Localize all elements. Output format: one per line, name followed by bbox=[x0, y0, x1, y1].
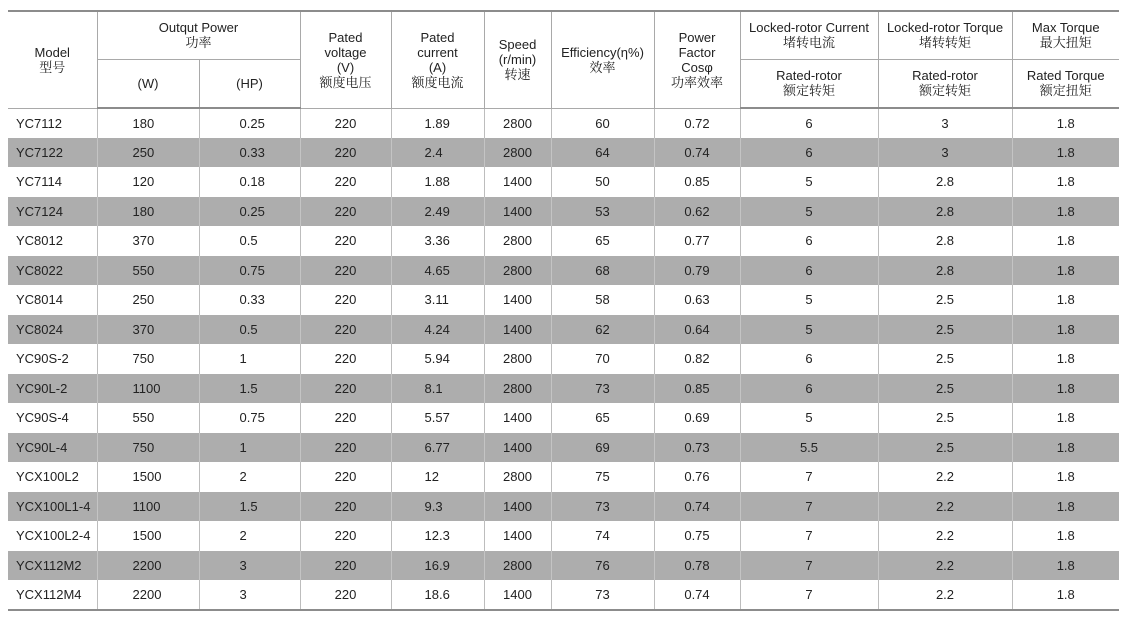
cell-max-torque: 1.8 bbox=[1012, 197, 1119, 227]
cell-voltage: 220 bbox=[300, 374, 391, 404]
cell-power-w: 1100 bbox=[97, 492, 199, 522]
cell-locked-current: 5 bbox=[740, 197, 878, 227]
cell-model: YCX100L2-4 bbox=[16, 528, 91, 544]
header-speed-l2: (r/min) bbox=[498, 52, 537, 68]
cell-efficiency: 62 bbox=[551, 315, 654, 345]
cell-voltage: 220 bbox=[300, 462, 391, 492]
cell-speed: 2800 bbox=[484, 138, 551, 168]
header-voltage-l1: Pated bbox=[328, 29, 363, 45]
cell-power-factor: 0.62 bbox=[654, 197, 740, 227]
cell-current: 12.3 bbox=[391, 521, 484, 551]
cell-current: 18.6 bbox=[391, 580, 484, 610]
table-row bbox=[8, 403, 1119, 433]
cell-locked-current: 5 bbox=[740, 167, 878, 197]
cell-max-torque: 1.8 bbox=[1012, 551, 1119, 581]
cell-power-w: 370 bbox=[97, 226, 199, 256]
header-locked-current bbox=[740, 11, 878, 59]
cell-power-w: 250 bbox=[97, 285, 199, 315]
cell-power-factor: 0.74 bbox=[654, 138, 740, 168]
header-locked-torque-sub bbox=[878, 59, 1012, 108]
cell-efficiency: 75 bbox=[551, 462, 654, 492]
cell-power-hp: 0.5 bbox=[199, 226, 300, 256]
table-row bbox=[8, 226, 1119, 256]
cell-power-factor: 0.74 bbox=[654, 492, 740, 522]
header-power-factor-l3: Cosφ bbox=[681, 59, 713, 75]
header-voltage-l3: (V) bbox=[336, 59, 355, 75]
header-max-torque-zh: 最大扭矩 bbox=[1039, 35, 1092, 51]
table-header bbox=[8, 11, 1119, 108]
cell-power-hp: 0.25 bbox=[199, 108, 300, 138]
cell-power-hp: 1 bbox=[199, 433, 300, 463]
cell-power-factor: 0.72 bbox=[654, 108, 740, 138]
header-model bbox=[8, 11, 97, 108]
cell-power-hp: 1 bbox=[199, 344, 300, 374]
header-current-zh: 额度电流 bbox=[411, 74, 464, 90]
cell-model: YC8024 bbox=[8, 315, 97, 345]
header-model-zh: 型号 bbox=[39, 59, 66, 75]
table-row bbox=[8, 167, 1119, 197]
cell-efficiency: 65 bbox=[551, 403, 654, 433]
table-row bbox=[8, 138, 1119, 168]
cell-voltage: 220 bbox=[300, 108, 391, 138]
cell-current: 2.49 bbox=[391, 197, 484, 227]
header-output-power-en: Outqut Power bbox=[158, 20, 239, 36]
cell-voltage: 220 bbox=[300, 285, 391, 315]
cell-voltage: 220 bbox=[300, 433, 391, 463]
cell-power-w: 2200 bbox=[97, 551, 199, 581]
cell-speed: 1400 bbox=[484, 580, 551, 610]
motor-spec-table bbox=[8, 10, 1119, 611]
header-voltage bbox=[300, 11, 391, 108]
header-locked-torque-sub-zh: 额定转矩 bbox=[918, 83, 971, 99]
cell-locked-current: 6 bbox=[740, 374, 878, 404]
cell-locked-torque: 2.2 bbox=[878, 521, 1012, 551]
cell-max-torque: 1.8 bbox=[1012, 521, 1119, 551]
cell-max-torque: 1.8 bbox=[1012, 167, 1119, 197]
header-model-en: Model bbox=[34, 44, 70, 60]
header-power-factor-zh: 功率效率 bbox=[670, 74, 723, 90]
cell-power-factor: 0.82 bbox=[654, 344, 740, 374]
cell-locked-torque: 2.5 bbox=[878, 403, 1012, 433]
cell-power-factor: 0.85 bbox=[654, 374, 740, 404]
cell-model: YC8012 bbox=[16, 233, 63, 249]
cell-current: 3.36 bbox=[391, 226, 484, 256]
table-row bbox=[8, 492, 1119, 522]
cell-power-hp: 2 bbox=[199, 521, 300, 551]
cell-current: 16.9 bbox=[391, 551, 484, 581]
cell-model: YCX112M2 bbox=[8, 551, 97, 581]
cell-efficiency: 68 bbox=[551, 256, 654, 286]
cell-voltage: 220 bbox=[300, 521, 391, 551]
cell-power-hp: 0.33 bbox=[199, 285, 300, 315]
cell-locked-torque: 3 bbox=[878, 138, 1012, 168]
cell-power-hp: 1.5 bbox=[199, 374, 300, 404]
cell-speed: 2800 bbox=[484, 226, 551, 256]
header-locked-current-sub-en: Rated-rotor bbox=[776, 68, 842, 84]
cell-locked-torque: 2.8 bbox=[878, 226, 1012, 256]
cell-power-hp: 2 bbox=[199, 462, 300, 492]
table-row bbox=[8, 256, 1119, 286]
cell-voltage: 220 bbox=[300, 551, 391, 581]
header-locked-current-zh: 堵转电流 bbox=[782, 35, 835, 51]
cell-model: YCX100L2 bbox=[16, 469, 79, 485]
table-row bbox=[8, 580, 1119, 610]
cell-locked-current: 7 bbox=[740, 551, 878, 581]
cell-speed: 2800 bbox=[484, 344, 551, 374]
cell-power-hp: 0.33 bbox=[199, 138, 300, 168]
cell-max-torque: 1.8 bbox=[1012, 433, 1119, 463]
cell-model: YC8022 bbox=[8, 256, 97, 286]
cell-efficiency: 73 bbox=[551, 374, 654, 404]
cell-locked-current: 5.5 bbox=[740, 433, 878, 463]
header-efficiency-en: Efficiency(η%) bbox=[561, 44, 644, 60]
cell-current: 8.1 bbox=[391, 374, 484, 404]
cell-voltage: 220 bbox=[300, 256, 391, 286]
cell-model: YC90L-2 bbox=[8, 374, 97, 404]
cell-locked-torque: 2.5 bbox=[878, 374, 1012, 404]
cell-speed: 1400 bbox=[484, 433, 551, 463]
cell-voltage: 220 bbox=[300, 580, 391, 610]
cell-locked-current: 6 bbox=[740, 344, 878, 374]
header-locked-current-sub-zh: 额定转矩 bbox=[782, 83, 835, 99]
cell-power-w: 180 bbox=[97, 197, 199, 227]
cell-power-factor: 0.74 bbox=[654, 580, 740, 610]
cell-max-torque: 1.8 bbox=[1012, 256, 1119, 286]
header-efficiency bbox=[551, 11, 654, 108]
table-row bbox=[8, 521, 1119, 551]
header-max-torque-sub-en: Rated Torque bbox=[1026, 68, 1105, 84]
table-row bbox=[8, 344, 1119, 374]
cell-power-w: 750 bbox=[97, 433, 199, 463]
header-speed-l1: Speed bbox=[498, 37, 537, 53]
cell-power-w: 180 bbox=[97, 108, 199, 138]
cell-model: YC90L-4 bbox=[8, 433, 97, 463]
header-current-l3: (A) bbox=[428, 59, 447, 75]
cell-power-hp: 0.75 bbox=[199, 256, 300, 286]
header-max-torque bbox=[1012, 11, 1119, 59]
cell-locked-torque: 2.2 bbox=[878, 580, 1012, 610]
cell-current: 1.88 bbox=[391, 167, 484, 197]
cell-locked-torque: 2.5 bbox=[878, 344, 1012, 374]
cell-model: YC90S-2 bbox=[16, 351, 69, 367]
cell-model: YCX112M4 bbox=[8, 580, 97, 610]
header-current-l2: current bbox=[417, 44, 458, 60]
cell-speed: 1400 bbox=[484, 167, 551, 197]
cell-power-hp: 3 bbox=[199, 551, 300, 581]
cell-voltage: 220 bbox=[300, 315, 391, 345]
cell-speed: 2800 bbox=[484, 374, 551, 404]
cell-power-factor: 0.79 bbox=[654, 256, 740, 286]
header-output-power bbox=[97, 11, 300, 59]
header-power-factor-l1: Power bbox=[678, 29, 716, 45]
cell-model: YC7124 bbox=[8, 197, 97, 227]
cell-voltage: 220 bbox=[300, 403, 391, 433]
cell-max-torque: 1.8 bbox=[1012, 492, 1119, 522]
header-max-torque-sub bbox=[1012, 59, 1119, 108]
cell-model: YC90S-4 bbox=[16, 410, 69, 426]
cell-speed: 2800 bbox=[484, 551, 551, 581]
cell-power-hp: 0.5 bbox=[199, 315, 300, 345]
cell-speed: 1400 bbox=[484, 197, 551, 227]
cell-efficiency: 73 bbox=[551, 492, 654, 522]
cell-max-torque: 1.8 bbox=[1012, 285, 1119, 315]
cell-power-factor: 0.69 bbox=[654, 403, 740, 433]
cell-voltage: 220 bbox=[300, 138, 391, 168]
cell-current: 4.65 bbox=[391, 256, 484, 286]
cell-locked-current: 5 bbox=[740, 315, 878, 345]
cell-max-torque: 1.8 bbox=[1012, 138, 1119, 168]
cell-locked-torque: 2.8 bbox=[878, 256, 1012, 286]
cell-current: 5.57 bbox=[391, 403, 484, 433]
cell-voltage: 220 bbox=[300, 197, 391, 227]
cell-current: 3.11 bbox=[391, 285, 484, 315]
cell-power-hp: 0.25 bbox=[199, 197, 300, 227]
cell-current: 2.4 bbox=[391, 138, 484, 168]
cell-voltage: 220 bbox=[300, 226, 391, 256]
cell-voltage: 220 bbox=[300, 492, 391, 522]
cell-power-hp: 3 bbox=[199, 580, 300, 610]
cell-power-w: 750 bbox=[97, 344, 199, 374]
table-row bbox=[8, 285, 1119, 315]
cell-locked-current: 6 bbox=[740, 108, 878, 138]
cell-current: 5.94 bbox=[391, 344, 484, 374]
cell-efficiency: 58 bbox=[551, 285, 654, 315]
cell-max-torque: 1.8 bbox=[1012, 344, 1119, 374]
cell-max-torque: 1.8 bbox=[1012, 374, 1119, 404]
header-power-w: (W) bbox=[97, 59, 199, 108]
cell-current: 1.89 bbox=[391, 108, 484, 138]
cell-efficiency: 76 bbox=[551, 551, 654, 581]
header-locked-torque-en: Locked-rotor Torque bbox=[886, 20, 1004, 36]
cell-power-factor: 0.75 bbox=[654, 521, 740, 551]
cell-power-w: 370 bbox=[97, 315, 199, 345]
cell-locked-torque: 2.5 bbox=[878, 315, 1012, 345]
cell-efficiency: 50 bbox=[551, 167, 654, 197]
cell-speed: 1400 bbox=[484, 403, 551, 433]
cell-locked-current: 7 bbox=[740, 521, 878, 551]
header-current-l1: Pated bbox=[420, 29, 455, 45]
cell-power-hp: 1.5 bbox=[199, 492, 300, 522]
header-locked-torque bbox=[878, 11, 1012, 59]
cell-locked-current: 7 bbox=[740, 462, 878, 492]
cell-max-torque: 1.8 bbox=[1012, 226, 1119, 256]
cell-model: YC8014 bbox=[16, 292, 63, 308]
cell-locked-current: 5 bbox=[740, 403, 878, 433]
cell-locked-torque: 2.8 bbox=[878, 167, 1012, 197]
cell-power-factor: 0.63 bbox=[654, 285, 740, 315]
header-speed bbox=[484, 11, 551, 108]
cell-locked-current: 6 bbox=[740, 226, 878, 256]
cell-power-w: 1500 bbox=[97, 521, 199, 551]
cell-current: 4.24 bbox=[391, 315, 484, 345]
cell-power-w: 550 bbox=[97, 403, 199, 433]
cell-power-factor: 0.76 bbox=[654, 462, 740, 492]
cell-efficiency: 73 bbox=[551, 580, 654, 610]
cell-power-w: 1500 bbox=[97, 462, 199, 492]
table-row bbox=[8, 315, 1119, 345]
cell-power-w: 550 bbox=[97, 256, 199, 286]
cell-power-hp: 0.18 bbox=[199, 167, 300, 197]
cell-max-torque: 1.8 bbox=[1012, 580, 1119, 610]
cell-model: YC7122 bbox=[8, 138, 97, 168]
cell-max-torque: 1.8 bbox=[1012, 315, 1119, 345]
table-row bbox=[8, 551, 1119, 581]
cell-locked-torque: 3 bbox=[878, 108, 1012, 138]
header-power-factor bbox=[654, 11, 740, 108]
cell-efficiency: 64 bbox=[551, 138, 654, 168]
cell-speed: 1400 bbox=[484, 285, 551, 315]
cell-speed: 2800 bbox=[484, 462, 551, 492]
cell-efficiency: 70 bbox=[551, 344, 654, 374]
cell-efficiency: 60 bbox=[551, 108, 654, 138]
table-row bbox=[8, 374, 1119, 404]
cell-power-factor: 0.73 bbox=[654, 433, 740, 463]
header-locked-torque-sub-en: Rated-rotor bbox=[912, 68, 978, 84]
cell-power-hp: 0.75 bbox=[199, 403, 300, 433]
cell-model: YC7114 bbox=[16, 174, 63, 190]
cell-speed: 2800 bbox=[484, 108, 551, 138]
cell-locked-torque: 2.2 bbox=[878, 462, 1012, 492]
header-voltage-l2: voltage bbox=[324, 44, 367, 60]
cell-locked-current: 7 bbox=[740, 580, 878, 610]
header-locked-torque-zh: 堵转转矩 bbox=[918, 35, 971, 51]
cell-current: 12 bbox=[391, 462, 484, 492]
cell-power-w: 250 bbox=[97, 138, 199, 168]
cell-max-torque: 1.8 bbox=[1012, 108, 1119, 138]
cell-speed: 1400 bbox=[484, 521, 551, 551]
header-max-torque-en: Max Torque bbox=[1031, 20, 1100, 36]
table-row bbox=[8, 433, 1119, 463]
header-voltage-zh: 额度电压 bbox=[319, 74, 372, 90]
cell-locked-current: 6 bbox=[740, 138, 878, 168]
cell-voltage: 220 bbox=[300, 167, 391, 197]
cell-locked-torque: 2.8 bbox=[878, 197, 1012, 227]
cell-locked-current: 5 bbox=[740, 285, 878, 315]
cell-power-factor: 0.85 bbox=[654, 167, 740, 197]
cell-locked-current: 6 bbox=[740, 256, 878, 286]
cell-efficiency: 74 bbox=[551, 521, 654, 551]
cell-efficiency: 69 bbox=[551, 433, 654, 463]
table-row bbox=[8, 462, 1119, 492]
cell-current: 6.77 bbox=[391, 433, 484, 463]
cell-power-factor: 0.78 bbox=[654, 551, 740, 581]
cell-locked-torque: 2.2 bbox=[878, 492, 1012, 522]
cell-locked-current: 7 bbox=[740, 492, 878, 522]
cell-model: YC7112 bbox=[16, 115, 63, 131]
header-power-hp: (HP) bbox=[199, 59, 300, 108]
cell-efficiency: 53 bbox=[551, 197, 654, 227]
header-output-power-zh: 功率 bbox=[185, 35, 212, 51]
cell-model: YCX100L1-4 bbox=[8, 492, 97, 522]
header-max-torque-sub-zh: 额定扭矩 bbox=[1039, 83, 1092, 99]
cell-locked-torque: 2.2 bbox=[878, 551, 1012, 581]
header-current bbox=[391, 11, 484, 108]
cell-locked-torque: 2.5 bbox=[878, 285, 1012, 315]
cell-voltage: 220 bbox=[300, 344, 391, 374]
cell-speed: 2800 bbox=[484, 256, 551, 286]
header-locked-current-en: Locked-rotor Current bbox=[749, 20, 869, 36]
cell-power-w: 1100 bbox=[97, 374, 199, 404]
cell-efficiency: 65 bbox=[551, 226, 654, 256]
cell-locked-torque: 2.5 bbox=[878, 433, 1012, 463]
table-body bbox=[8, 108, 1119, 610]
cell-speed: 1400 bbox=[484, 492, 551, 522]
cell-power-factor: 0.64 bbox=[654, 315, 740, 345]
cell-current: 9.3 bbox=[391, 492, 484, 522]
header-speed-zh: 转速 bbox=[504, 67, 531, 83]
cell-power-w: 2200 bbox=[97, 580, 199, 610]
cell-max-torque: 1.8 bbox=[1012, 403, 1119, 433]
table-row bbox=[8, 108, 1119, 138]
cell-speed: 1400 bbox=[484, 315, 551, 345]
cell-power-w: 120 bbox=[97, 167, 199, 197]
table-row bbox=[8, 197, 1119, 227]
header-power-factor-l2: Factor bbox=[678, 44, 716, 60]
cell-max-torque: 1.8 bbox=[1012, 462, 1119, 492]
cell-power-factor: 0.77 bbox=[654, 226, 740, 256]
header-efficiency-zh: 效率 bbox=[589, 59, 616, 75]
header-locked-current-sub bbox=[740, 59, 878, 108]
